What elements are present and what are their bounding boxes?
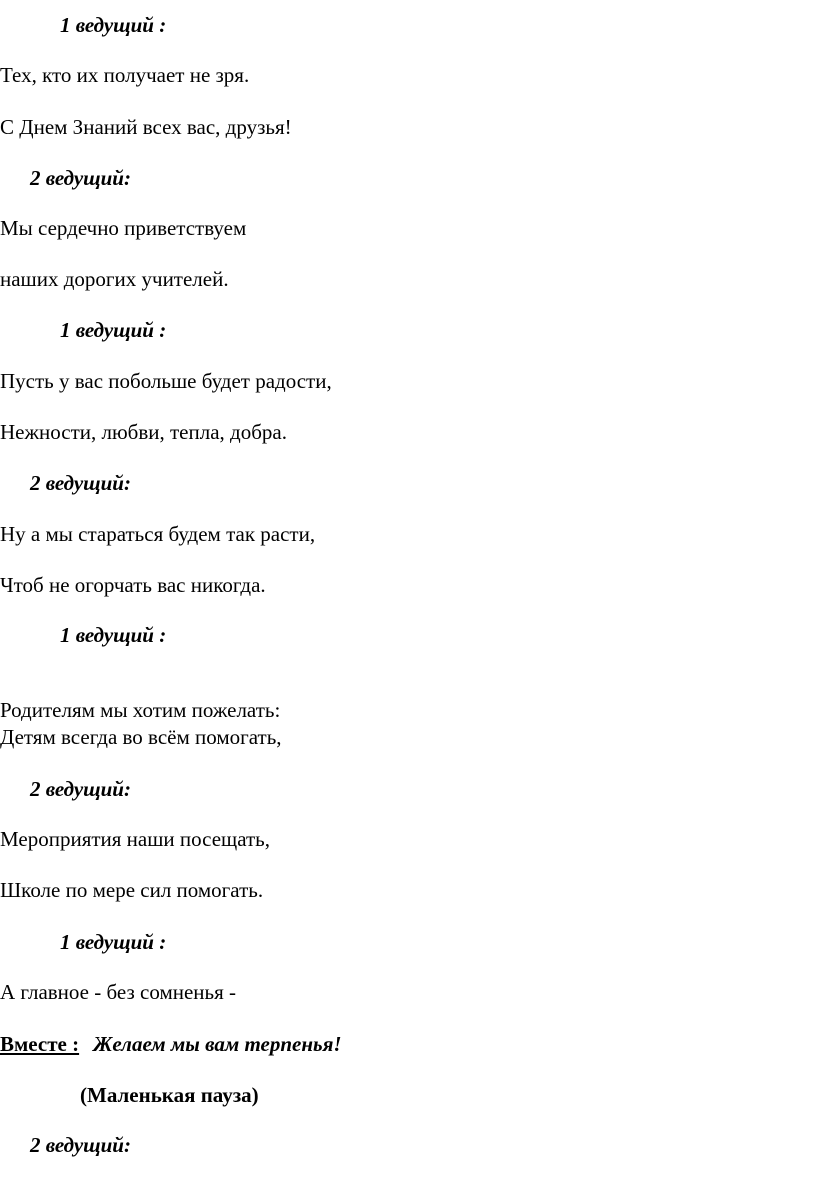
verse-line: Нежности, любви, тепла, добра. [0, 420, 287, 444]
verse-line: Школе по мере сил помогать. [0, 878, 264, 902]
speaker-label: 2 ведущий: [30, 471, 131, 495]
stage-direction: (Маленькая пауза) [80, 1083, 259, 1107]
together-label: Вместе : [0, 1032, 80, 1056]
verse-line: С Днем Знаний всех вас, друзья! [0, 115, 292, 139]
verse-line: наших дорогих учителей. [0, 267, 229, 291]
verse-line: Ну а мы стараться будем так расти, [0, 522, 316, 546]
speaker-label: 2 ведущий: [30, 1133, 131, 1157]
speaker-label: 1 ведущий : [60, 13, 167, 37]
verse-line: Родителям мы хотим пожелать: [0, 698, 281, 722]
speaker-label: 2 ведущий: [30, 166, 131, 190]
together-line [0, 1032, 342, 1056]
verse-line: Мы сердечно приветствуем [0, 216, 247, 240]
verse-line: Тех, кто их получает не зря. [0, 63, 250, 87]
speaker-label: 1 ведущий : [60, 930, 167, 954]
verse-line: Чтоб не огорчать вас никогда. [0, 573, 266, 597]
verse-line: Детям всегда во всём помогать, [0, 725, 282, 749]
verse-line: Пусть у вас побольше будет радости, [0, 369, 332, 393]
verse-line: Мероприятия наши посещать, [0, 827, 271, 851]
speaker-label: 1 ведущий : [60, 623, 167, 647]
together-text: Желаем мы вам терпенья! [93, 1032, 342, 1056]
verse-line: А главное - без сомненья - [0, 980, 237, 1004]
speaker-label: 1 ведущий : [60, 318, 167, 342]
speaker-label: 2 ведущий: [30, 777, 131, 801]
